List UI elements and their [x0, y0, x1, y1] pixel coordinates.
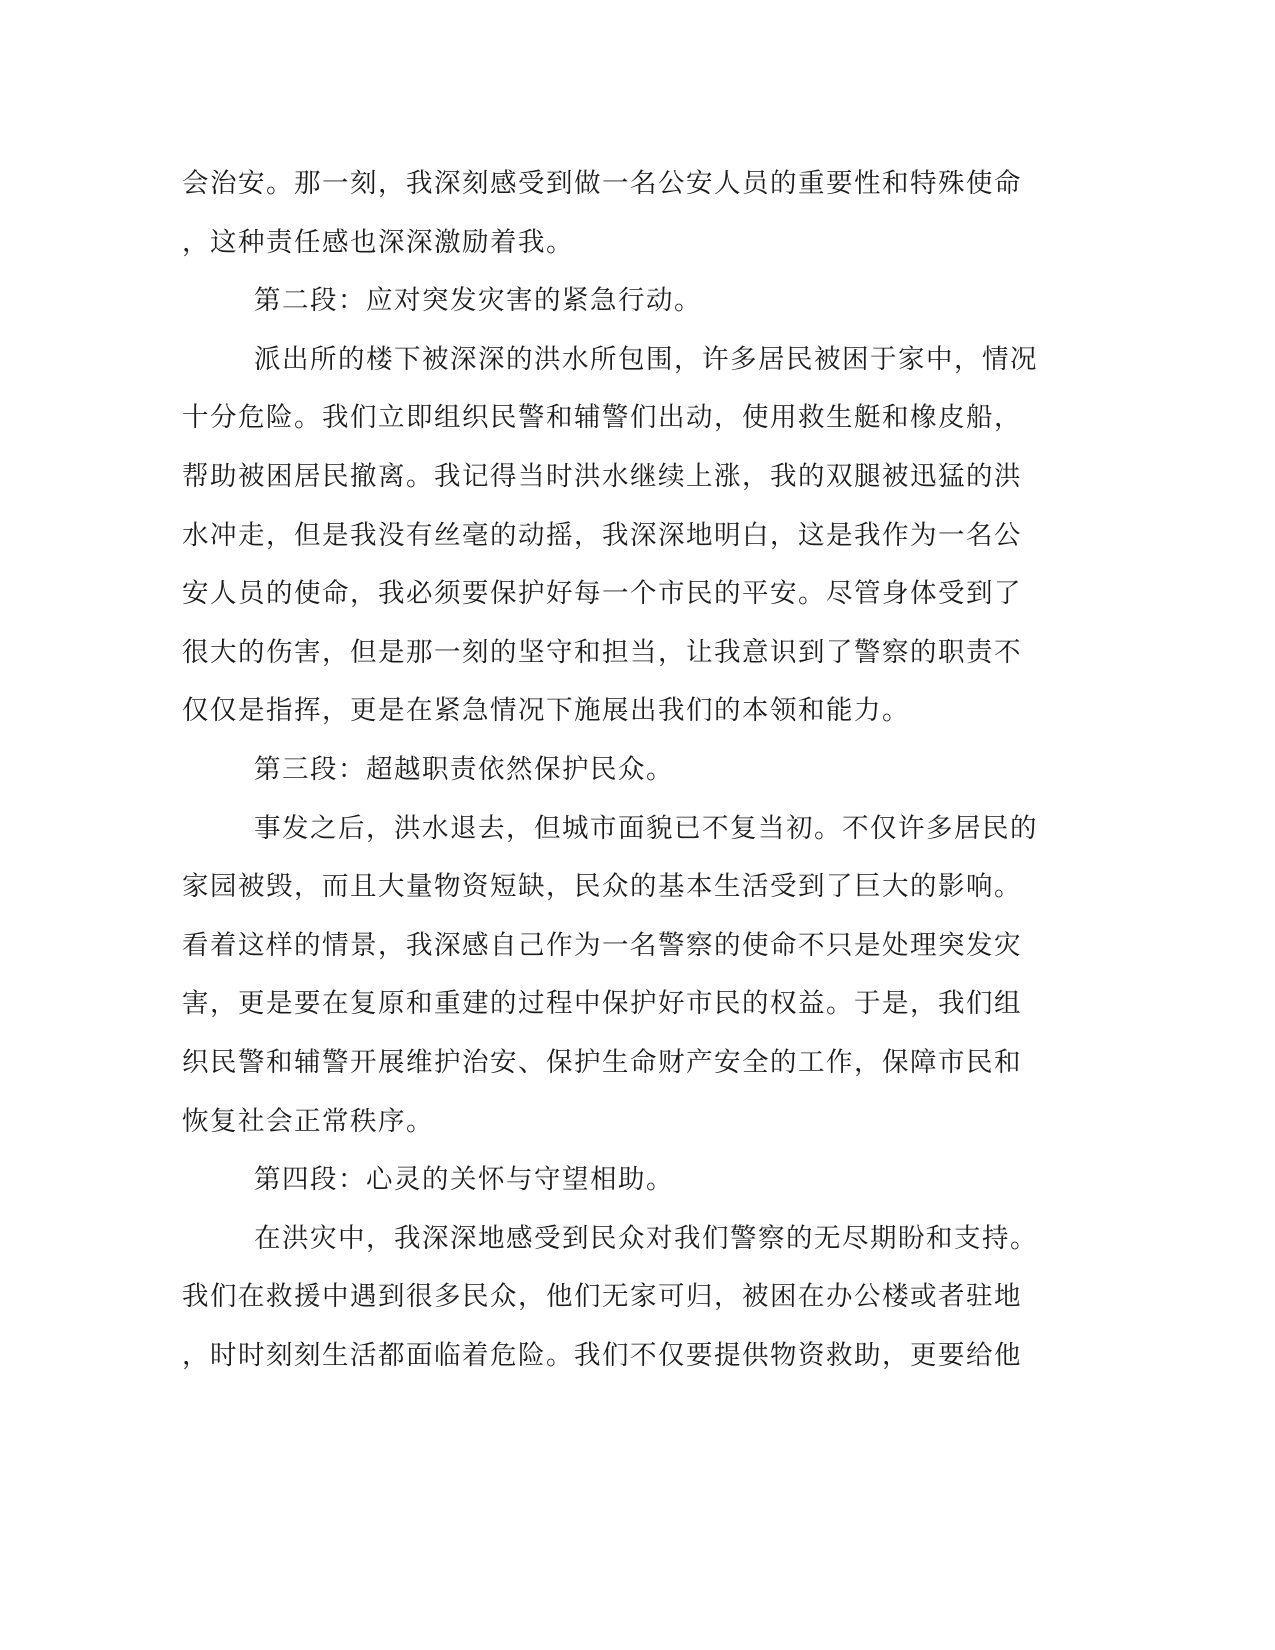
text-line: 恢复社会正常秩序。 [182, 1105, 434, 1137]
text-line: 看着这样的情景，我深感自己作为一名警察的使命不只是处理突发灾 [182, 929, 1022, 961]
text-line: 在洪灾中，我深深地感受到民众对我们警察的无尽期盼和支持。 [254, 1222, 1038, 1254]
section-heading: 第二段：应对突发灾害的紧急行动。 [254, 285, 702, 317]
text-line: ，这种责任感也深深激励着我。 [182, 226, 574, 258]
body-text [182, 155, 1042, 1385]
section-heading: 第四段：心灵的关怀与守望相助。 [254, 1164, 674, 1196]
text-line: 帮助被困居民撤离。我记得当时洪水继续上涨，我的双腿被迅猛的洪 [182, 460, 1022, 492]
text-line: 我们在救援中遇到很多民众，他们无家可归，被困在办公楼或者驻地 [182, 1281, 1022, 1313]
text-line: 仅仅是指挥，更是在紧急情况下施展出我们的本领和能力。 [182, 695, 910, 727]
text-line: ，时时刻刻生活都面临着危险。我们不仅要提供物资救助，更要给他 [182, 1339, 1022, 1371]
text-line: 十分危险。我们立即组织民警和辅警们出动，使用救生艇和橡皮船， [182, 402, 1022, 434]
text-line: 织民警和辅警开展维护治安、保护生命财产安全的工作，保障市民和 [182, 1046, 1022, 1078]
text-line: 水冲走，但是我没有丝毫的动摇，我深深地明白，这是我作为一名公 [182, 519, 1022, 551]
text-line: 很大的伤害，但是那一刻的坚守和担当，让我意识到了警察的职责不 [182, 636, 1022, 668]
text-line: 派出所的楼下被深深的洪水所包围，许多居民被困于家中，情况 [254, 343, 1038, 375]
text-line: 家园被毁，而且大量物资短缺，民众的基本生活受到了巨大的影响。 [182, 871, 1022, 903]
section-heading: 第三段：超越职责依然保护民众。 [254, 753, 674, 785]
text-line: 安人员的使命，我必须要保护好每一个市民的平安。尽管身体受到了 [182, 578, 1022, 610]
text-line: 会治安。那一刻，我深刻感受到做一名公安人员的重要性和特殊使命 [182, 168, 1022, 199]
text-line: 事发之后，洪水退去，但城市面貌已不复当初。不仅许多居民的 [254, 812, 1038, 844]
text-line: 害，更是要在复原和重建的过程中保护好市民的权益。于是，我们组 [182, 988, 1022, 1020]
